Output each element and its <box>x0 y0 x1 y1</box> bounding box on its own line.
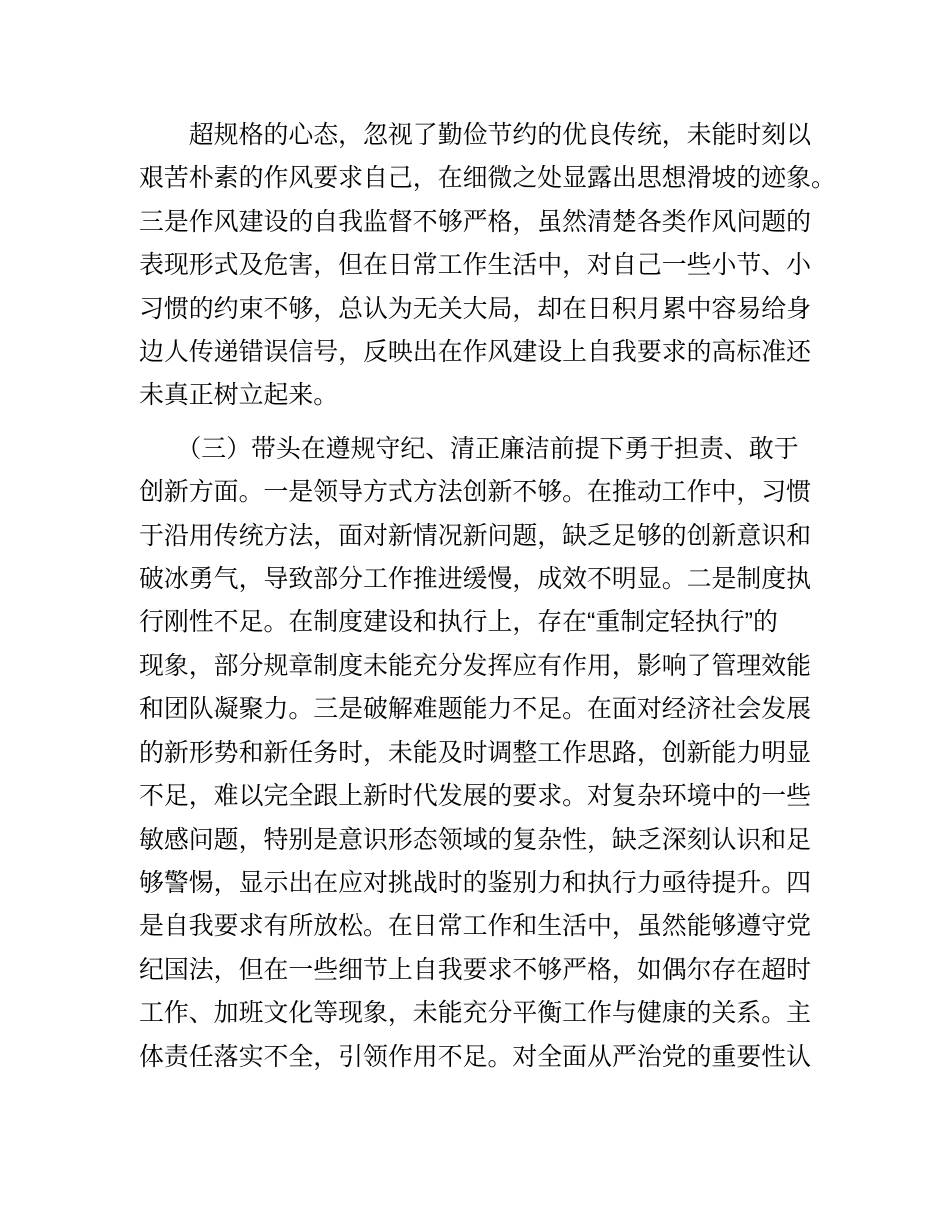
text-line: 于沿用传统方法，面对新情况新问题，缺乏足够的创新意识和 <box>139 521 812 550</box>
text-line: 敏感问题，特别是意识形态领域的复杂性，缺乏深刻认识和足 <box>139 825 812 854</box>
text-line: 工作、加班文化等现象，未能充分平衡工作与健康的关系。主 <box>139 999 812 1028</box>
text-line: 的新形势和新任务时，未能及时调整工作思路，创新能力明显 <box>139 738 812 767</box>
text-line: 够警惕，显示出在应对挑战时的鉴别力和执行力亟待提升。四 <box>139 868 812 897</box>
text-line: 破冰勇气，导致部分工作推进缓慢，成效不明显。二是制度执 <box>139 565 812 594</box>
text-line: 艰苦朴素的作风要求自己，在细微之处显露出思想滑坡的迹象。 <box>139 164 836 193</box>
paragraph-section-three-discipline-innovation <box>139 428 844 1079</box>
text-line: 未真正树立起来。 <box>139 381 339 410</box>
text-line: 和团队凝聚力。三是破解难题能力不足。在面对经济社会发展 <box>139 695 812 724</box>
text-line: 习惯的约束不够，总认为无关大局，却在日积月累中容易给身 <box>139 294 812 323</box>
text-line: 是自我要求有所放松。在日常工作和生活中，虽然能够遵守党 <box>139 912 812 941</box>
text-line: 纪国法，但在一些细节上自我要求不够严格，如偶尔存在超时 <box>139 955 812 984</box>
text-line: 超规格的心态，忽视了勤俭节约的优良传统，未能时刻以 <box>139 121 812 149</box>
text-line: 现象，部分规章制度未能充分发挥应有作用，影响了管理效能 <box>139 651 812 680</box>
text-line: 不足，难以完全跟上新时代发展的要求。对复杂环境中的一些 <box>139 782 812 811</box>
text-line: 三是作风建设的自我监督不够严格，虽然清楚各类作风问题的 <box>139 207 812 236</box>
text-line: 体责任落实不全，引领作用不足。对全面从严治党的重要性认 <box>139 1042 812 1071</box>
text-line: 行刚性不足。在制度建设和执行上，存在“重制定轻执行”的 <box>139 608 778 637</box>
paragraph-work-style-self-supervision <box>139 114 844 418</box>
text-line: 创新方面。一是领导方式方法创新不够。在推动工作中，习惯 <box>139 478 812 507</box>
document-text-block <box>139 114 844 1079</box>
text-line: 表现形式及危害，但在日常工作生活中，对自己一些小节、小 <box>139 251 812 280</box>
text-line: （三）带头在遵规守纪、清正廉洁前提下勇于担责、敢于 <box>139 434 799 463</box>
text-line: 边人传递错误信号，反映出在作风建设上自我要求的高标准还 <box>139 338 812 367</box>
